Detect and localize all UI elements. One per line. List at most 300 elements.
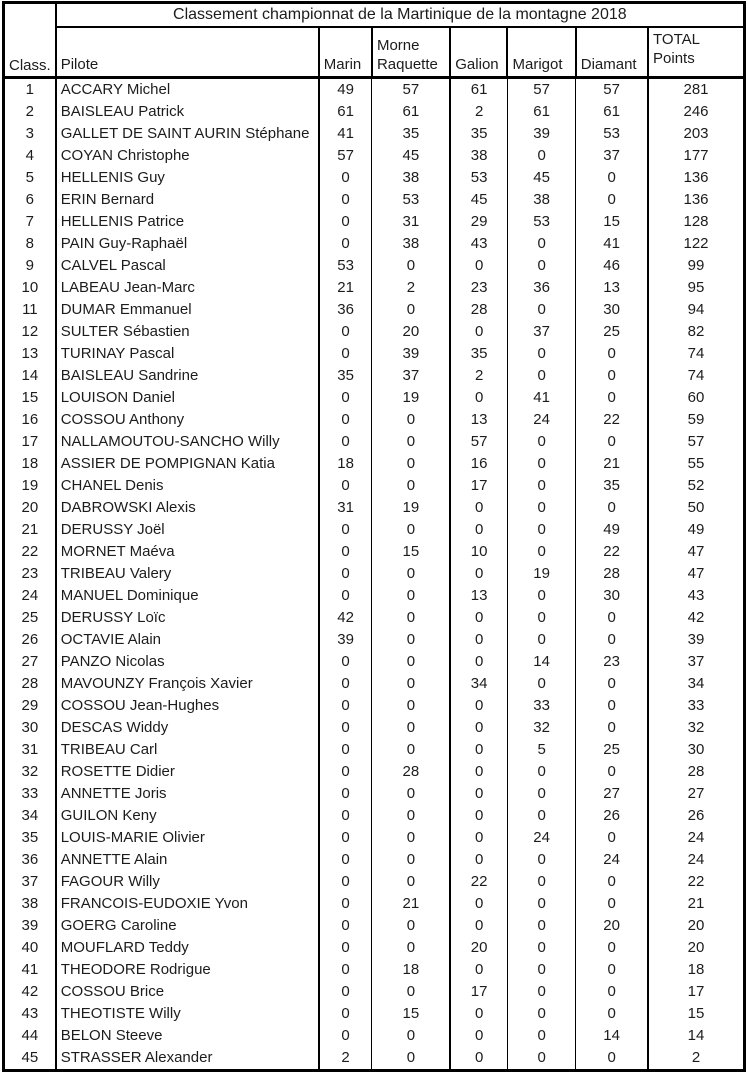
morne-raquette-points-cell: 15 xyxy=(372,1003,450,1025)
galion-points-cell: 34 xyxy=(450,673,507,695)
morne-raquette-points-cell: 0 xyxy=(372,981,450,1003)
total-points-cell: 136 xyxy=(683,191,709,208)
marin-points-cell: 0 xyxy=(319,1003,372,1025)
morne-raquette-points-cell: 15 xyxy=(372,541,450,563)
galion-points-cell: 0 xyxy=(450,497,507,519)
table-row xyxy=(4,387,745,409)
rank-cell: 31 xyxy=(4,739,56,761)
morne-raquette-points-cell: 21 xyxy=(372,893,450,915)
morne-raquette-points-cell: 38 xyxy=(372,167,450,189)
marigot-points-cell: 0 xyxy=(507,1025,575,1047)
marin-points-cell: 0 xyxy=(319,827,372,849)
pilot-name-cell: MAVOUNZY François Xavier xyxy=(56,673,319,695)
table-row xyxy=(4,717,745,739)
marin-points-cell: 0 xyxy=(319,915,372,937)
morne-raquette-points-cell: 0 xyxy=(372,915,450,937)
total-points-cell: 37 xyxy=(687,653,705,670)
table-row xyxy=(4,497,745,519)
morne-raquette-points-cell: 0 xyxy=(372,871,450,893)
marin-points-cell: 0 xyxy=(319,695,372,717)
rank-cell: 35 xyxy=(4,827,56,849)
total-points-cell: 136 xyxy=(683,169,709,186)
galion-points-cell: 0 xyxy=(450,783,507,805)
pilot-name-cell: COYAN Christophe xyxy=(56,145,319,167)
total-points-cell: 28 xyxy=(687,763,705,780)
marigot-points-cell: 36 xyxy=(507,277,575,299)
marin-points-cell: 41 xyxy=(319,123,372,145)
marin-points-cell: 0 xyxy=(319,167,372,189)
diamant-points-cell: 0 xyxy=(576,1003,648,1025)
marin-column-header: Marin xyxy=(319,27,372,78)
table-row xyxy=(4,739,745,761)
total-points-cell: 94 xyxy=(687,301,705,318)
morne-raquette-points-cell: 2 xyxy=(372,277,450,299)
pilot-name-cell: LOUISON Daniel xyxy=(56,387,319,409)
galion-points-cell: 35 xyxy=(450,343,507,365)
diamant-points-cell: 0 xyxy=(576,827,648,849)
table-row xyxy=(4,607,745,629)
galion-points-cell: 0 xyxy=(450,519,507,541)
total-points-cell: 57 xyxy=(687,433,705,450)
total-points-cell: 18 xyxy=(687,961,705,978)
rank-column-header: Class. xyxy=(4,3,56,78)
table-row xyxy=(4,981,745,1003)
table-row xyxy=(4,475,745,497)
morne-raquette-points-cell: 0 xyxy=(372,629,450,651)
marigot-points-cell: 19 xyxy=(507,563,575,585)
morne-raquette-points-cell: 35 xyxy=(372,123,450,145)
pilot-name-cell: COSSOU Anthony xyxy=(56,409,319,431)
table-row xyxy=(4,827,745,849)
morne-raquette-points-cell: 28 xyxy=(372,761,450,783)
galion-points-cell: 45 xyxy=(450,189,507,211)
table-row xyxy=(4,409,745,431)
morne-raquette-points-cell: 0 xyxy=(372,255,450,277)
total-points-cell: 49 xyxy=(687,521,705,538)
total-points-cell: 47 xyxy=(687,543,705,560)
galion-points-cell: 0 xyxy=(450,849,507,871)
pilot-name-cell: GOERG Caroline xyxy=(56,915,319,937)
total-points-cell: 30 xyxy=(687,741,705,758)
pilot-name-cell: BAISLEAU Sandrine xyxy=(56,365,319,387)
rank-cell: 43 xyxy=(4,1003,56,1025)
pilot-name-cell: MOUFLARD Teddy xyxy=(56,937,319,959)
rank-cell: 36 xyxy=(4,849,56,871)
marigot-points-cell: 32 xyxy=(507,717,575,739)
table-row xyxy=(4,299,745,321)
total-points-cell: 128 xyxy=(683,213,709,230)
pilot-name-cell: FRANCOIS-EUDOXIE Yvon xyxy=(56,893,319,915)
total-points-cell: 59 xyxy=(687,411,705,428)
galion-points-cell: 0 xyxy=(450,629,507,651)
galion-points-cell: 53 xyxy=(450,167,507,189)
pilot-name-cell: DUMAR Emmanuel xyxy=(56,299,319,321)
morne-raquette-points-cell: 0 xyxy=(372,651,450,673)
rank-cell: 1 xyxy=(4,78,56,102)
table-row xyxy=(4,211,745,233)
marin-points-cell: 0 xyxy=(319,739,372,761)
marigot-points-cell: 0 xyxy=(507,343,575,365)
table-row xyxy=(4,761,745,783)
morne-raquette-points-cell: 0 xyxy=(372,673,450,695)
rank-cell: 12 xyxy=(4,321,56,343)
galion-points-cell: 43 xyxy=(450,233,507,255)
rank-cell: 16 xyxy=(4,409,56,431)
marin-points-cell: 21 xyxy=(319,277,372,299)
column-header-row xyxy=(4,27,745,78)
morne-raquette-points-cell: 0 xyxy=(372,717,450,739)
diamant-points-cell: 0 xyxy=(576,343,648,365)
total-points-cell: 122 xyxy=(683,235,709,252)
diamant-points-cell: 14 xyxy=(576,1025,648,1047)
pilot-name-cell: DABROWSKI Alexis xyxy=(56,497,319,519)
pilot-name-cell: GUILON Keny xyxy=(56,805,319,827)
marin-points-cell: 0 xyxy=(319,475,372,497)
rank-cell: 45 xyxy=(4,1047,56,1071)
pilot-name-cell: ROSETTE Didier xyxy=(56,761,319,783)
pilot-name-cell: COSSOU Jean-Hughes xyxy=(56,695,319,717)
marin-points-cell: 0 xyxy=(319,321,372,343)
total-points-cell: 24 xyxy=(687,829,705,846)
table-row xyxy=(4,805,745,827)
marigot-points-cell: 0 xyxy=(507,453,575,475)
marigot-points-cell: 0 xyxy=(507,233,575,255)
total-points-cell: 17 xyxy=(687,983,705,1000)
total-points-cell: 22 xyxy=(687,873,705,890)
diamant-points-cell: 37 xyxy=(576,145,648,167)
table-row xyxy=(4,959,745,981)
marin-points-cell: 35 xyxy=(319,365,372,387)
morne-raquette-points-cell: 19 xyxy=(372,387,450,409)
rank-cell: 5 xyxy=(4,167,56,189)
marin-points-cell: 61 xyxy=(319,101,372,123)
morne-raquette-points-cell: 0 xyxy=(372,739,450,761)
table-row xyxy=(4,893,745,915)
diamant-points-cell: 20 xyxy=(576,915,648,937)
galion-points-cell: 0 xyxy=(450,827,507,849)
galion-points-cell: 0 xyxy=(450,959,507,981)
galion-points-cell: 0 xyxy=(450,739,507,761)
diamant-points-cell: 49 xyxy=(576,519,648,541)
marigot-points-cell: 45 xyxy=(507,167,575,189)
rank-cell: 21 xyxy=(4,519,56,541)
diamant-points-cell: 0 xyxy=(576,607,648,629)
table-row xyxy=(4,321,745,343)
marigot-points-cell: 0 xyxy=(507,607,575,629)
morne-raquette-points-cell: 0 xyxy=(372,783,450,805)
rank-cell: 27 xyxy=(4,651,56,673)
rank-cell: 11 xyxy=(4,299,56,321)
marigot-points-cell: 0 xyxy=(507,871,575,893)
morne-raquette-points-cell: 18 xyxy=(372,959,450,981)
diamant-points-cell: 0 xyxy=(576,673,648,695)
rank-cell: 7 xyxy=(4,211,56,233)
marigot-points-cell: 0 xyxy=(507,805,575,827)
marigot-points-cell: 24 xyxy=(507,827,575,849)
diamant-points-cell: 53 xyxy=(576,123,648,145)
marin-points-cell: 36 xyxy=(319,299,372,321)
total-points-cell: 281 xyxy=(683,81,709,98)
marigot-points-cell: 0 xyxy=(507,761,575,783)
marigot-column-header: Marigot xyxy=(507,27,575,78)
total-points-cell: 95 xyxy=(687,279,705,296)
table-row xyxy=(4,453,745,475)
galion-points-cell: 0 xyxy=(450,717,507,739)
morne-raquette-points-cell: 0 xyxy=(372,1025,450,1047)
standings-table xyxy=(2,1,746,1072)
marin-points-cell: 0 xyxy=(319,805,372,827)
diamant-points-cell: 30 xyxy=(576,585,648,607)
pilot-name-cell: BAISLEAU Patrick xyxy=(56,101,319,123)
table-row xyxy=(4,1047,745,1071)
galion-points-cell: 57 xyxy=(450,431,507,453)
total-points-cell: 34 xyxy=(687,675,705,692)
title-row xyxy=(4,3,745,28)
galion-points-cell: 13 xyxy=(450,585,507,607)
table-row xyxy=(4,849,745,871)
morne-raquette-points-cell: 0 xyxy=(372,519,450,541)
galion-points-cell: 0 xyxy=(450,915,507,937)
marin-points-cell: 0 xyxy=(319,981,372,1003)
marin-points-cell: 0 xyxy=(319,937,372,959)
morne-raquette-points-cell: 61 xyxy=(372,101,450,123)
galion-points-cell: 17 xyxy=(450,981,507,1003)
pilot-name-cell: TURINAY Pascal xyxy=(56,343,319,365)
marigot-points-cell: 0 xyxy=(507,365,575,387)
galion-points-cell: 35 xyxy=(450,123,507,145)
morne-raquette-points-cell: 19 xyxy=(372,497,450,519)
pilot-name-cell: SULTER Sébastien xyxy=(56,321,319,343)
total-points-cell: 15 xyxy=(687,1005,705,1022)
rank-cell: 26 xyxy=(4,629,56,651)
galion-points-cell: 2 xyxy=(450,101,507,123)
rank-cell: 15 xyxy=(4,387,56,409)
rank-cell: 17 xyxy=(4,431,56,453)
pilot-name-cell: TRIBEAU Carl xyxy=(56,739,319,761)
morne-raquette-points-cell: 0 xyxy=(372,563,450,585)
pilot-column-header: Pilote xyxy=(56,27,319,78)
morne-raquette-points-cell: 0 xyxy=(372,431,450,453)
rank-cell: 25 xyxy=(4,607,56,629)
total-points-cell: 74 xyxy=(687,367,705,384)
marigot-points-cell: 0 xyxy=(507,519,575,541)
total-points-column-header: TOTAL Points xyxy=(648,27,744,78)
pilot-name-cell: PAIN Guy-Raphaël xyxy=(56,233,319,255)
table-row xyxy=(4,1025,745,1047)
morne-raquette-column-header: Morne Raquette xyxy=(372,27,450,78)
rank-cell: 8 xyxy=(4,233,56,255)
total-points-cell: 20 xyxy=(687,917,705,934)
table-row xyxy=(4,563,745,585)
galion-column-header: Galion xyxy=(450,27,507,78)
rank-cell: 42 xyxy=(4,981,56,1003)
pilot-name-cell: MANUEL Dominique xyxy=(56,585,319,607)
total-points-cell: 33 xyxy=(687,697,705,714)
pilot-name-cell: ASSIER DE POMPIGNAN Katia xyxy=(56,453,319,475)
table-row xyxy=(4,871,745,893)
table-row xyxy=(4,78,745,102)
galion-points-cell: 0 xyxy=(450,1047,507,1071)
marigot-points-cell: 0 xyxy=(507,783,575,805)
diamant-points-cell: 0 xyxy=(576,871,648,893)
diamant-points-cell: 0 xyxy=(576,629,648,651)
rank-cell: 4 xyxy=(4,145,56,167)
total-points-cell: 43 xyxy=(687,587,705,604)
marigot-points-cell: 37 xyxy=(507,321,575,343)
marin-points-cell: 0 xyxy=(319,541,372,563)
marigot-points-cell: 33 xyxy=(507,695,575,717)
rank-cell: 3 xyxy=(4,123,56,145)
pilot-name-cell: STRASSER Alexander xyxy=(56,1047,319,1071)
standings-table-body xyxy=(4,78,745,1071)
pilot-name-cell: ANNETTE Joris xyxy=(56,783,319,805)
table-row xyxy=(4,365,745,387)
rank-cell: 38 xyxy=(4,893,56,915)
marin-points-cell: 0 xyxy=(319,761,372,783)
pilot-name-cell: THEOTISTE Willy xyxy=(56,1003,319,1025)
diamant-points-cell: 0 xyxy=(576,365,648,387)
marigot-points-cell: 0 xyxy=(507,915,575,937)
marigot-points-cell: 0 xyxy=(507,585,575,607)
marigot-points-cell: 0 xyxy=(507,937,575,959)
galion-points-cell: 28 xyxy=(450,299,507,321)
pilot-name-cell: HELLENIS Patrice xyxy=(56,211,319,233)
table-row xyxy=(4,585,745,607)
morne-raquette-points-cell: 0 xyxy=(372,299,450,321)
total-points-cell: 42 xyxy=(687,609,705,626)
marin-points-cell: 0 xyxy=(319,519,372,541)
rank-cell: 22 xyxy=(4,541,56,563)
galion-points-cell: 61 xyxy=(450,78,507,102)
rank-cell: 24 xyxy=(4,585,56,607)
diamant-points-cell: 0 xyxy=(576,959,648,981)
morne-raquette-points-cell: 57 xyxy=(372,78,450,102)
rank-cell: 40 xyxy=(4,937,56,959)
morne-raquette-points-cell: 53 xyxy=(372,189,450,211)
diamant-points-cell: 0 xyxy=(576,937,648,959)
pilot-name-cell: DESCAS Widdy xyxy=(56,717,319,739)
total-points-cell: 99 xyxy=(687,257,705,274)
marin-points-cell: 0 xyxy=(319,673,372,695)
marin-points-cell: 42 xyxy=(319,607,372,629)
marin-points-cell: 31 xyxy=(319,497,372,519)
marin-points-cell: 57 xyxy=(319,145,372,167)
diamant-points-cell: 35 xyxy=(576,475,648,497)
marin-points-cell: 0 xyxy=(319,651,372,673)
pilot-name-cell: OCTAVIE Alain xyxy=(56,629,319,651)
diamant-points-cell: 25 xyxy=(576,739,648,761)
table-row xyxy=(4,167,745,189)
diamant-points-cell: 0 xyxy=(576,981,648,1003)
pilot-name-cell: HELLENIS Guy xyxy=(56,167,319,189)
morne-raquette-points-cell: 38 xyxy=(372,233,450,255)
diamant-points-cell: 41 xyxy=(576,233,648,255)
diamant-points-cell: 26 xyxy=(576,805,648,827)
morne-raquette-points-cell: 20 xyxy=(372,321,450,343)
marin-points-cell: 0 xyxy=(319,783,372,805)
rank-cell: 41 xyxy=(4,959,56,981)
pilot-name-cell: ACCARY Michel xyxy=(56,78,319,102)
galion-points-cell: 0 xyxy=(450,563,507,585)
galion-points-cell: 17 xyxy=(450,475,507,497)
morne-raquette-points-cell: 0 xyxy=(372,695,450,717)
table-row xyxy=(4,783,745,805)
rank-cell: 14 xyxy=(4,365,56,387)
marin-points-cell: 0 xyxy=(319,409,372,431)
total-points-cell: 27 xyxy=(687,785,705,802)
marin-points-cell: 53 xyxy=(319,255,372,277)
galion-points-cell: 23 xyxy=(450,277,507,299)
marin-points-cell: 0 xyxy=(319,431,372,453)
marigot-points-cell: 39 xyxy=(507,123,575,145)
table-row xyxy=(4,189,745,211)
table-row xyxy=(4,673,745,695)
rank-cell: 2 xyxy=(4,101,56,123)
marigot-points-cell: 57 xyxy=(507,78,575,102)
rank-cell: 18 xyxy=(4,453,56,475)
diamant-points-cell: 0 xyxy=(576,431,648,453)
marin-points-cell: 0 xyxy=(319,233,372,255)
total-points-cell: 74 xyxy=(687,345,705,362)
marin-points-cell: 0 xyxy=(319,387,372,409)
marigot-points-cell: 41 xyxy=(507,387,575,409)
table-row xyxy=(4,1003,745,1025)
marigot-points-cell: 38 xyxy=(507,189,575,211)
morne-raquette-points-cell: 45 xyxy=(372,145,450,167)
pilot-name-cell: DERUSSY Loïc xyxy=(56,607,319,629)
galion-points-cell: 0 xyxy=(450,761,507,783)
marigot-points-cell: 0 xyxy=(507,893,575,915)
table-row xyxy=(4,541,745,563)
marigot-points-cell: 0 xyxy=(507,431,575,453)
galion-points-cell: 0 xyxy=(450,607,507,629)
morne-raquette-points-cell: 31 xyxy=(372,211,450,233)
marin-points-cell: 0 xyxy=(319,871,372,893)
diamant-points-cell: 22 xyxy=(576,409,648,431)
pilot-name-cell: ANNETTE Alain xyxy=(56,849,319,871)
diamant-points-cell: 61 xyxy=(576,101,648,123)
diamant-points-cell: 0 xyxy=(576,717,648,739)
marigot-points-cell: 0 xyxy=(507,981,575,1003)
galion-points-cell: 0 xyxy=(450,695,507,717)
diamant-points-cell: 22 xyxy=(576,541,648,563)
pilot-name-cell: MORNET Maéva xyxy=(56,541,319,563)
marin-points-cell: 0 xyxy=(319,211,372,233)
marin-points-cell: 0 xyxy=(319,849,372,871)
rank-cell: 19 xyxy=(4,475,56,497)
galion-points-cell: 0 xyxy=(450,321,507,343)
marigot-points-cell: 0 xyxy=(507,1047,575,1071)
total-points-cell: 52 xyxy=(687,477,705,494)
rank-cell: 6 xyxy=(4,189,56,211)
pilot-name-cell: LABEAU Jean-Marc xyxy=(56,277,319,299)
total-points-cell: 60 xyxy=(687,389,705,406)
galion-points-cell: 0 xyxy=(450,1025,507,1047)
diamant-points-cell: 0 xyxy=(576,761,648,783)
marigot-points-cell: 53 xyxy=(507,211,575,233)
rank-cell: 34 xyxy=(4,805,56,827)
marin-points-cell: 0 xyxy=(319,585,372,607)
diamant-points-cell: 0 xyxy=(576,695,648,717)
pilot-name-cell: GALLET DE SAINT AURIN Stéphane xyxy=(56,123,319,145)
table-row xyxy=(4,519,745,541)
total-points-cell: 82 xyxy=(687,323,705,340)
rank-cell: 30 xyxy=(4,717,56,739)
galion-points-cell: 0 xyxy=(450,1003,507,1025)
rank-cell: 29 xyxy=(4,695,56,717)
total-points-cell: 26 xyxy=(687,807,705,824)
morne-raquette-points-cell: 0 xyxy=(372,827,450,849)
